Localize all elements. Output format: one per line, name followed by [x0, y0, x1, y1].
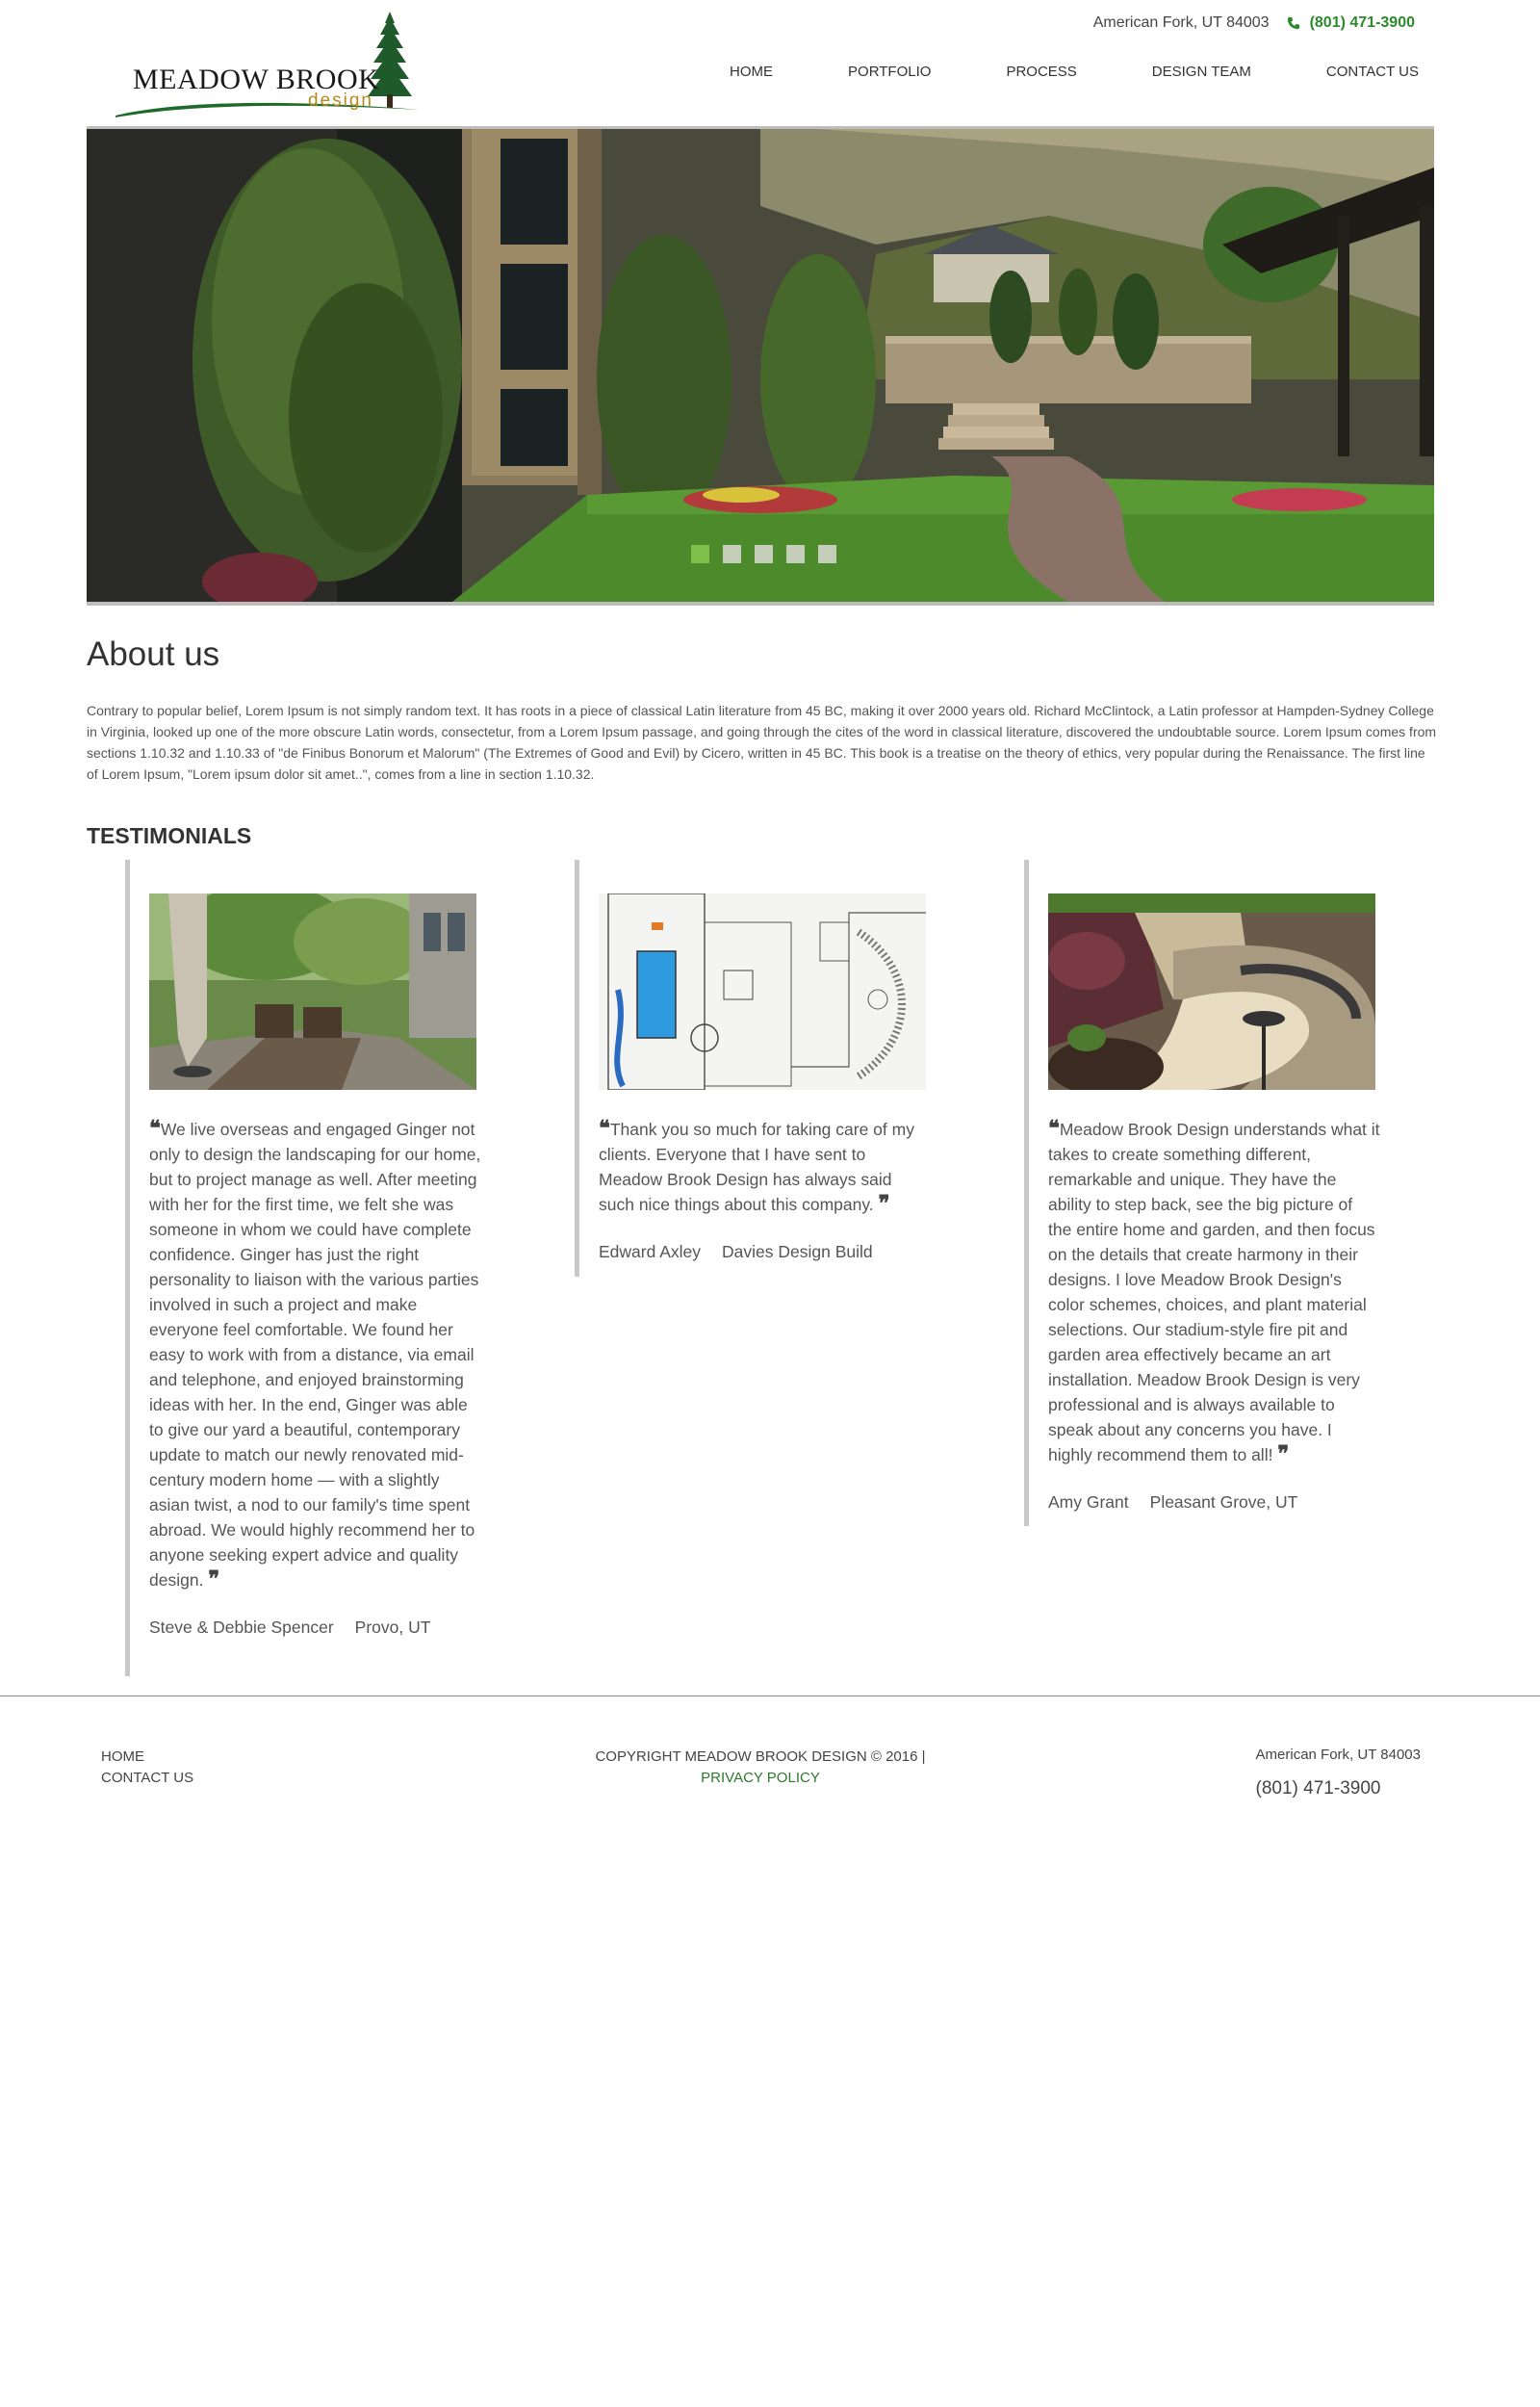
close-quote-icon: ❞ — [208, 1566, 220, 1592]
phone-icon — [1287, 16, 1300, 30]
slider-dot-1[interactable] — [691, 545, 709, 563]
testimonial-quote-text-1: We live overseas and engaged Ginger not only to design the landscaping for our home, but to project manage as well. After meeting with her for the first time, we felt she was someone in whom we could have complete confidence. Ginger has just the right personality to liaison with the various parties involved in such a project and make everyone feel comfortable. We found her easy to work with from a distance, via email and telephone, and enjoyed brainstorming ideas with her. In the end, Ginger was able to give our yard a beautiful, contemporary update to match our newly renovated mid-century modern home — with a slightly asian twist, a nod to our family's time spent abroad. We would highly recommend her to anyone seeking expert advice and quality design. — [149, 1120, 481, 1590]
footer-phone[interactable]: (801) 471-3900 — [1255, 1778, 1381, 1799]
footer-links — [101, 1747, 193, 1789]
testimonial-card-2 — [575, 860, 931, 1277]
nav-design-team[interactable] — [1152, 64, 1251, 80]
open-quote-icon: ❝ — [599, 1116, 610, 1141]
testimonial-name-2: Edward Axley — [599, 1242, 702, 1261]
testimonial-location-2: Davies Design Build — [722, 1242, 873, 1261]
site-logo[interactable] — [114, 10, 422, 117]
testimonial-author-3 — [1048, 1492, 1380, 1513]
about-text: Contrary to popular belief, Lorem Ipsum is not simply random text. It has roots in a piece of classical Latin literature from 45 BC, making it over 2000 years old. Richard McClintock, a Latin professor at Hampden-Sydney College in Virginia, looked up one of the more obscure Latin words, consectetur, from a Lorem Ipsum passage, and going through the cites of the word in classical literature, discovered the undoubtable source. Lorem Ipsum comes from sections 1.10.32 and 1.10.33 of "de Finibus Bonorum et Malorum" (The Extremes of Good and Evil) by Cicero, written in 45 BC. This book is a treatise on the theory of ethics, very popular during the Renaissance. The first line of Lorem Ipsum, "Lorem ipsum dolor sit amet..", comes from a line in section 1.10.32. — [87, 703, 1437, 782]
testimonial-quote-3 — [1048, 1117, 1380, 1467]
close-quote-icon: ❞ — [1277, 1441, 1290, 1466]
nav-portfolio-link[interactable]: PORTFOLIO — [848, 64, 932, 80]
testimonial-name-1: Steve & Debbie Spencer — [149, 1618, 334, 1637]
header-address: American Fork, UT 84003 — [1092, 14, 1270, 31]
testimonial-quote-1 — [149, 1117, 481, 1592]
testimonial-author-1 — [149, 1618, 481, 1638]
testimonial-quote-2 — [599, 1117, 931, 1217]
nav-process-link[interactable]: PROCESS — [1006, 64, 1077, 80]
slider-dot-3[interactable] — [755, 545, 773, 563]
nav-process[interactable] — [1006, 64, 1076, 80]
testimonial-location-1: Provo, UT — [354, 1618, 431, 1637]
nav-design-team-link[interactable]: DESIGN TEAM — [1151, 64, 1251, 80]
open-quote-icon: ❝ — [1048, 1116, 1060, 1141]
footer-privacy-link[interactable]: PRIVACY POLICY — [701, 1770, 820, 1786]
nav-contact-us-link[interactable]: CONTACT US — [1325, 64, 1419, 80]
nav-home-link[interactable]: HOME — [730, 64, 774, 80]
logo-title: MEADOW BROOK — [133, 64, 380, 95]
site-header — [87, 0, 1434, 127]
top-contact — [1093, 14, 1415, 32]
close-quote-icon: ❞ — [878, 1191, 890, 1216]
nav-home[interactable] — [730, 64, 773, 80]
logo-subtitle: design — [308, 91, 373, 111]
testimonial-image-fire-pit — [1048, 893, 1375, 1090]
testimonial-quote-text-3: Meadow Brook Design understands what it takes to create something different, remarkable and unique. They have the ability to step back, see the big picture of the entire home and garden, and then focus on the details that create harmony in their designs. I love Meadow Brook Design's color schemes, choices, and plant material selections. Our stadium-style fire pit and garden area effectively became an art installation. Meadow Brook Design is very professional and is always available to speak about any concerns you have. I highly recommend them to all! — [1048, 1120, 1380, 1464]
footer-divider — [0, 1695, 1540, 1696]
slider-dots — [691, 545, 836, 563]
slider-dot-4[interactable] — [786, 545, 805, 563]
footer-link-home[interactable]: HOME — [101, 1748, 144, 1765]
testimonial-card-1 — [125, 860, 481, 1676]
testimonial-card-3 — [1024, 860, 1380, 1526]
testimonial-location-3: Pleasant Grove, UT — [1149, 1492, 1298, 1512]
main-nav — [654, 64, 1419, 80]
footer-copyright: COPYRIGHT MEADOW BROOK DESIGN © 2016 | — [595, 1748, 926, 1765]
testimonials-title: TESTIMONIALS — [87, 823, 252, 848]
nav-portfolio[interactable] — [848, 64, 931, 80]
testimonial-quote-text-2: Thank you so much for taking care of my clients. Everyone that I have sent to Meadow Brook Design has always said such nice things about this company. — [599, 1120, 914, 1214]
header-phone[interactable]: (801) 471-3900 — [1309, 14, 1415, 31]
footer-address: American Fork, UT 84003 — [1255, 1747, 1421, 1763]
logo-swoosh-icon — [114, 92, 422, 121]
hero-slider[interactable] — [87, 126, 1434, 606]
nav-contact-us[interactable] — [1326, 64, 1419, 80]
slider-dot-2[interactable] — [723, 545, 741, 563]
about-title: About us — [87, 635, 220, 673]
slider-dot-5[interactable] — [818, 545, 836, 563]
footer-contact — [1256, 1747, 1421, 1799]
testimonial-author-2 — [599, 1242, 931, 1262]
open-quote-icon: ❝ — [149, 1116, 161, 1141]
footer-link-contact-us[interactable]: CONTACT US — [101, 1770, 194, 1786]
testimonial-name-3: Amy Grant — [1048, 1492, 1129, 1512]
footer-copyright-block — [481, 1747, 1040, 1789]
testimonial-image-patio — [149, 893, 476, 1090]
testimonial-image-site-plan — [599, 893, 926, 1090]
hero-image — [87, 129, 1434, 602]
